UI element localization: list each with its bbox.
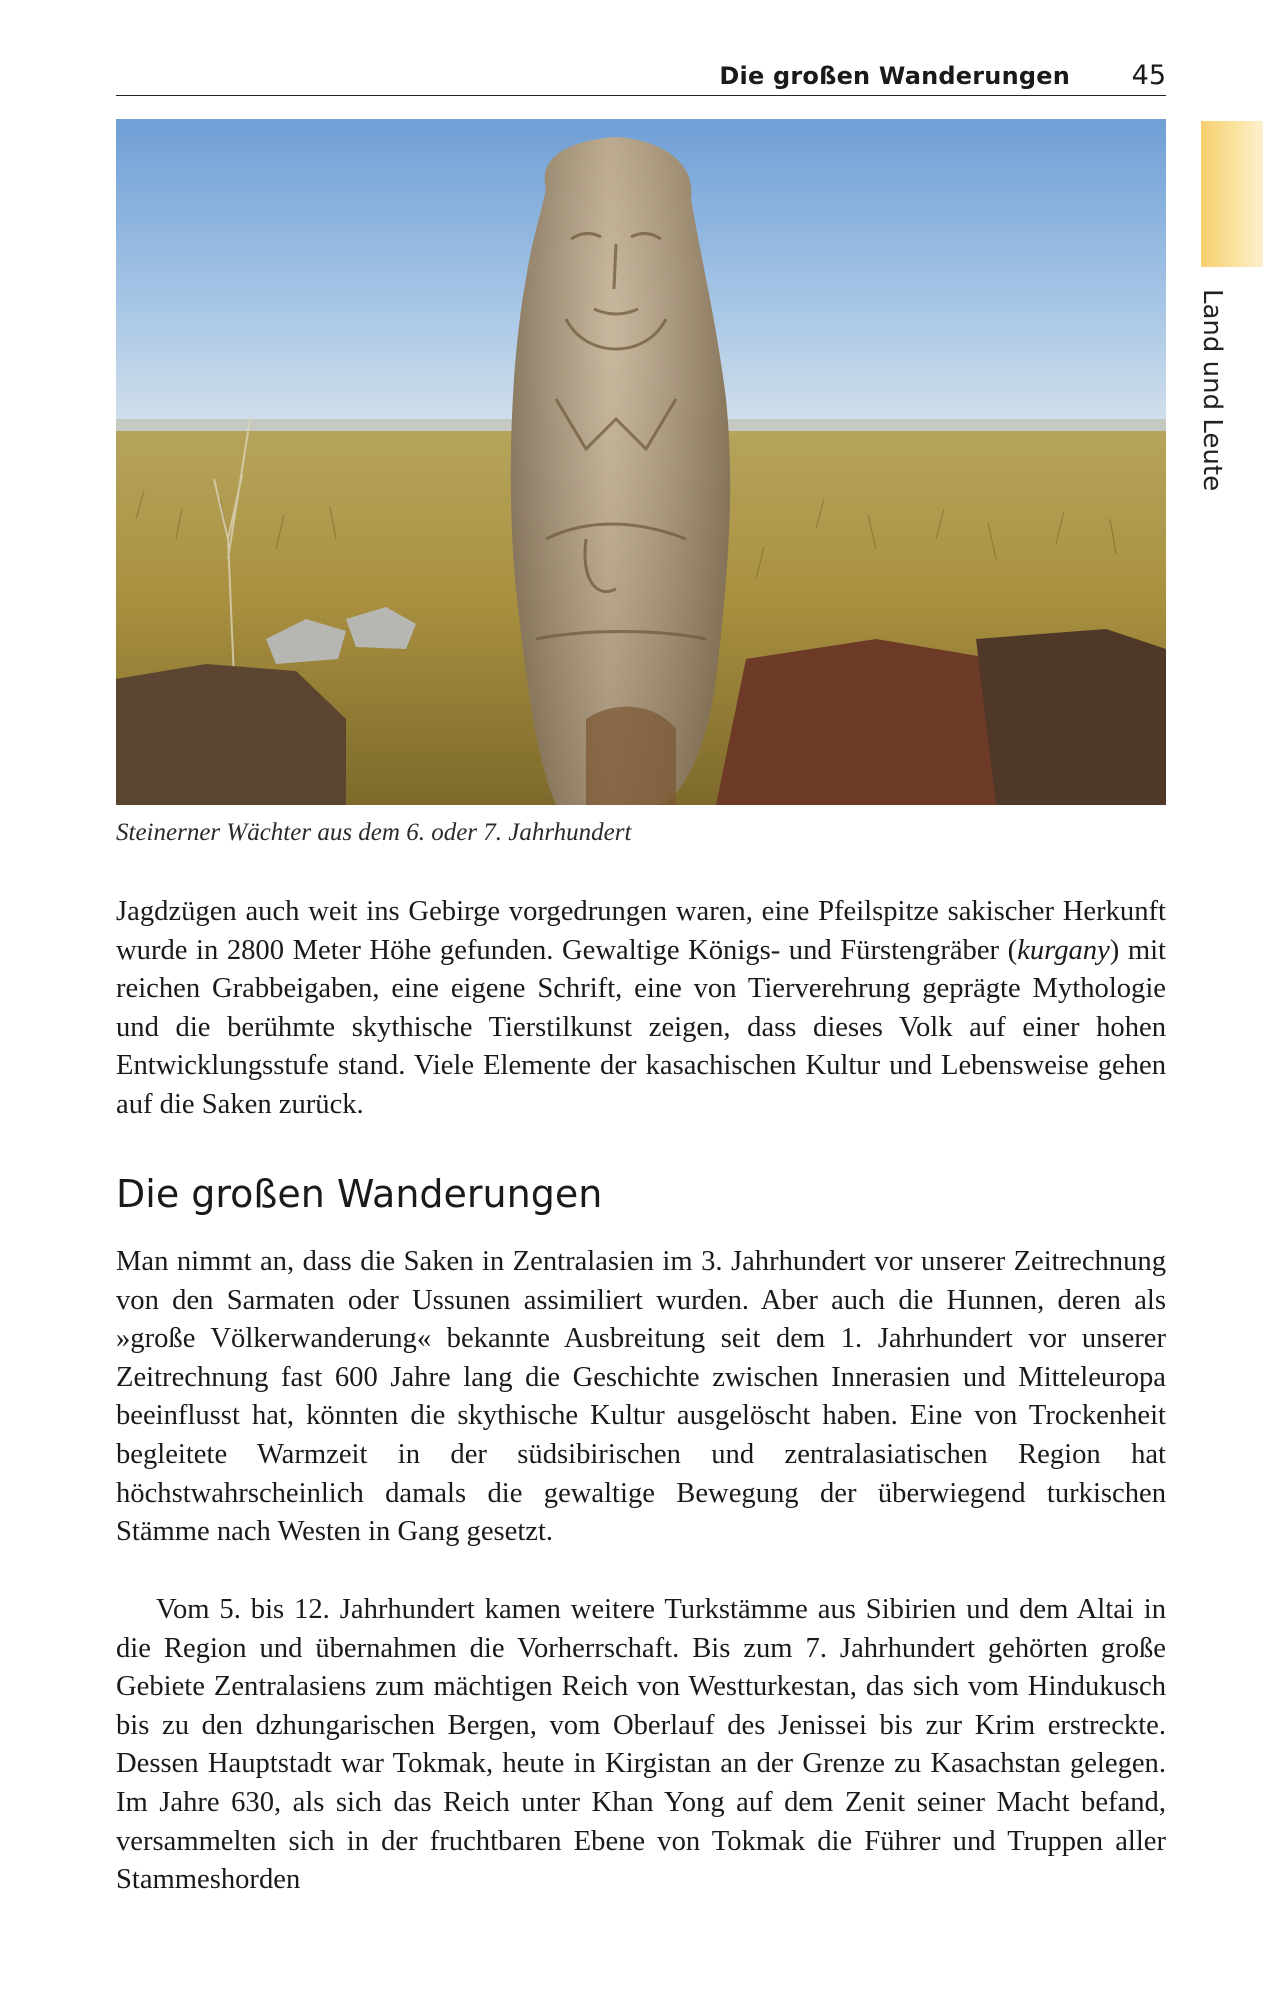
running-header-title: Die großen Wanderungen [719, 62, 1070, 90]
body-paragraph-2: Man nimmt an, dass die Saken in Zentralasien im 3. Jahrhundert vor unserer Zeitrechnung von den Sarmaten oder Ussunen assimiliert wurden. Aber auch die Hunnen, deren als »große Völkerwanderung« bekannte Ausbreitung seit dem 1. Jahrhundert vor unserer Zeitrechnung fast 600 Jahre lang die Geschichte zwischen Innerasien und Mitteleuropa beeinflusst hat, könnten die skythische Kultur ausgelöscht haben. Eine von Trockenheit begleitete Warmzeit in der südsibirischen und zentralasiatischen Region hat höchstwahrscheinlich damals die gewaltige Bewegung der überwiegend turkischen Stämme nach Westen in Gang gesetzt. [116, 1246, 1166, 1548]
paragraph-1-text-end: ) mit reichen Grabbeigaben, eine eigene Schrift, eine von Tierverehrung geprägte Mythologie und die berühmte skythische Tierstilkunst zeigen, dass dieses Volk auf einer hohen Entwicklungsstufe stand. Viele Elemente der kasachischen Kultur und Lebensweise gehen auf die Saken zurück. [116, 934, 1166, 1120]
paragraph-1-italic-term: kurgany [1017, 934, 1110, 966]
stone-statue-photo [116, 119, 1166, 805]
body-paragraph-1 [116, 893, 1166, 1125]
paragraph-1-text-start: Jagdzügen auch weit ins Gebirge vorgedrungen waren, eine Pfeilspitze sakischer Herkunft wurde in 2800 Meter Höhe gefunden. Gewaltige Königs- und Fürstengräber ( [116, 896, 1166, 966]
chapter-side-label-text: Land und Leute [1197, 289, 1227, 492]
section-heading: Die großen Wanderungen [116, 1172, 603, 1216]
stone-statue-illustration [116, 119, 1166, 805]
body-paragraph-3: Vom 5. bis 12. Jahrhundert kamen weitere Turkstämme aus Sibirien und dem Altai in die Region und übernahmen die Vorherrschaft. Bis zum 7. Jahrhundert gehörten große Gebiete Zentralasiens zum mächtigen Reich von Westturkestan, das sich vom Hindukusch bis zu den dzhungarischen Bergen, vom Oberlauf des Jenissei bis zur Krim erstreckte. Dessen Hauptstadt war Tokmak, heute in Kirgistan an der Grenze zu Kasachstan gelegen. Im Jahre 630, als sich das Reich unter Khan Yong auf dem Zenit seiner Macht befand, versammelten sich in der fruchtbaren Ebene von Tokmak die Führer und Truppen aller Stammeshorden [116, 1594, 1166, 1896]
running-header [116, 58, 1166, 96]
page-number: 45 [1131, 60, 1166, 91]
chapter-side-label [1193, 289, 1233, 499]
chapter-thumb-tab [1201, 121, 1263, 267]
figure-caption: Steinerner Wächter aus dem 6. oder 7. Jahrhundert [116, 819, 632, 846]
